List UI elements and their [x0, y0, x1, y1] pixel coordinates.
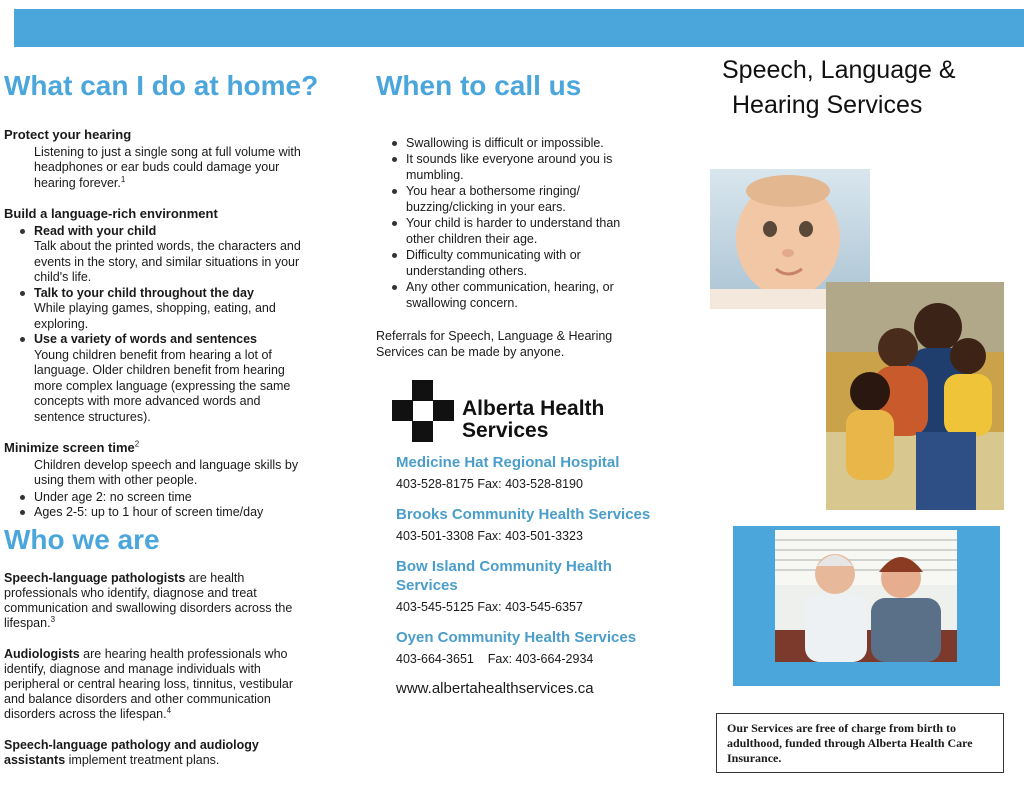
protect-text: Listening to just a single song at full volume with headphones or ear buds could damage your hearing forever.$^1$ — [34, 144, 301, 190]
list-item: Difficulty communicating with or understanding others. — [390, 247, 630, 279]
list-item: Ages 2-5: up to 1 hour of screen time/day — [4, 505, 314, 521]
site-name: Bow Island Community Health Services — [396, 558, 612, 594]
home-heading: What can I do at home? — [4, 70, 319, 101]
family-photo — [826, 282, 1004, 510]
site-phone: 403-545-5125 Fax: 403-545-6357 — [396, 600, 583, 614]
build-list — [4, 224, 314, 426]
list-item: Under age 2: no screen time — [4, 490, 314, 506]
who-section — [4, 571, 309, 784]
brochure-title: Speech, Language & Hearing Services — [722, 56, 956, 119]
site-phone: 403-664-3651 Fax: 403-664-2934 — [396, 652, 594, 666]
ahs-cross-icon — [392, 380, 454, 442]
build-title: Build a language-rich environment — [4, 206, 218, 221]
site-phone: 403-528-8175 Fax: 403-528-8190 — [396, 477, 583, 491]
home-section — [4, 127, 314, 521]
contact-list — [396, 453, 676, 697]
list-item: Read with your child Talk about the printed words, the characters and events in the story, and similar situations in your child's life. — [4, 224, 314, 286]
list-item: Swallowing is difficult or impossible. — [390, 135, 630, 151]
site-name: Oyen Community Health Services — [396, 629, 637, 646]
screen-list — [4, 490, 314, 521]
ahs-logo-text: Alberta Health Services — [462, 397, 605, 442]
site-phone: 403-501-3308 Fax: 403-501-3323 — [396, 529, 583, 543]
audiologist-paragraph: Audiologists are hearing health professionals who identify, diagnose and manage individuals with peripheral or central hearing loss, tinnitus, vestibular and balance disorders and other communication disorders across the lifespan.$^4$ — [4, 647, 294, 721]
protect-title: Protect your hearing — [4, 127, 132, 142]
couple-photo — [775, 530, 957, 662]
top-banner — [14, 9, 1024, 47]
assistants-paragraph: Speech-language pathology and audiology assistants implement treatment plans. — [4, 738, 259, 767]
list-item: It sounds like everyone around you is mumbling. — [390, 151, 630, 183]
referral-note: Referrals for Speech, Language & Hearing Services can be made by anyone. — [376, 329, 613, 359]
call-list — [390, 135, 630, 311]
ahs-logo — [392, 380, 622, 442]
list-item: Talk to your child throughout the day While playing games, shopping, eating, and exploring. — [4, 286, 314, 333]
site-name: Medicine Hat Regional Hospital — [396, 454, 620, 471]
slp-paragraph: Speech-language pathologists are health professionals who identify, diagnose and treat communication and swallowing disorders across the lifespan.$^3$ — [4, 571, 293, 630]
screen-text: Children develop speech and language skills by using them with other people. — [34, 457, 299, 487]
free-services-note: Our Services are free of charge from birth to adulthood, funded through Alberta Health Care Insurance. — [716, 713, 1004, 773]
list-item: Use a variety of words and sentences Young children benefit from hearing a lot of language. Older children benefit from hearing more complex language (expressing the same concepts with more advanced words and sentence structures). — [4, 332, 314, 425]
website-link[interactable]: www.albertahealthservices.ca — [396, 680, 594, 697]
list-item: You hear a bothersome ringing/ buzzing/clicking in your ears. — [390, 183, 630, 215]
call-heading: When to call us — [376, 70, 582, 101]
site-name: Brooks Community Health Services — [396, 506, 651, 523]
list-item: Your child is harder to understand than other children their age. — [390, 215, 630, 247]
screen-title: Minimize screen time$^2$ — [4, 439, 140, 455]
list-item: Any other communication, hearing, or swallowing concern. — [390, 279, 630, 311]
who-heading: Who we are — [4, 524, 160, 555]
